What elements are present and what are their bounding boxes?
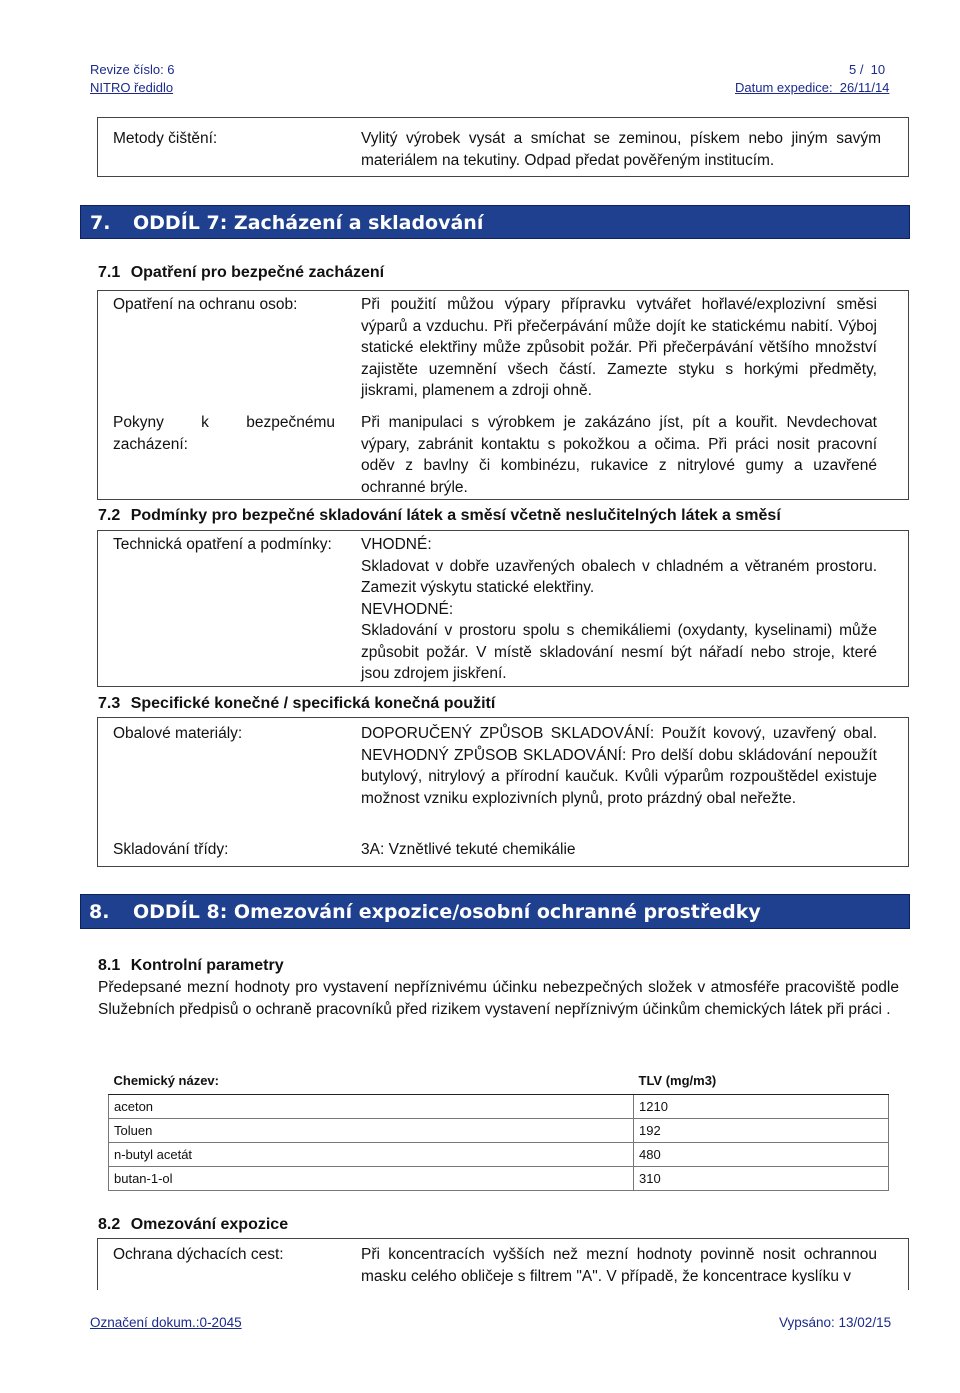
safe-handling-box [97,290,909,500]
section-8-title: ODDÍL 8: Omezování expozice/osobní ochranné prostředky [133,901,761,923]
page-number: 5 / 10 [849,62,886,77]
protection-text: Při použití můžou výpary přípravku vytvářet hořlavé/explozivní směsi výparů a vzduchu. Při přečerpávání může dojít ke statickému nabití. Výboj statické elektřiny může způsobit požár. Při přečerpávání většího množství zajistěte uzemnění všech částí. Zamezte styku s horkými předměty, jiskrami, plamenem a zdroji ohně. [361,296,877,399]
packaging-text: DOPORUČENÝ ZPŮSOB SKLADOVÁNÍ: Použít kovový, uzavřený obal. NEVHODNÝ ZPŮSOB SKLADOVÁNÍ: Pro delší dobu skládování nepoužít butylový, nitrylový a přírodní kaučuk. Kvůli výparům rozpouštědel existuje možnost vzniku explozivních plynů, proto prázdný obal neřežte. [361,725,877,807]
suitable-text: Skladovat v dobře uzavřených obalech v chladném a větraném prostoru. Zamezit výskytu statické elektřiny. [361,557,877,596]
packaging-label: Obalové materiály: [113,725,243,742]
tlv-value: 192 [634,1118,889,1142]
specific-use-box [97,717,909,867]
unsuitable-heading: NEVHODNÉ: [361,600,454,618]
table-header-tlv: TLV (mg/m3) [634,1068,889,1094]
storage-class-label: Skladování třídy: [113,841,229,858]
subsection-7-3-heading: 7.3 Specifické konečné / specifická konečná použití [98,695,496,712]
storage-conditions-text [361,534,877,685]
subsection-8-1-heading: 8.1 Kontrolní parametry [98,957,284,974]
table-row [109,1118,889,1142]
handling-label: Pokyny k bezpečnému zacházení: [113,414,335,453]
product-name: NITRO ředidlo [90,80,174,95]
document-id: Označení dokum.:0-2045 [90,1315,242,1330]
section-7-number: 7. [90,212,111,234]
written-date: Vypsáno: 13/02/15 [779,1315,892,1330]
tlv-value: 480 [634,1142,889,1166]
cleaning-box [97,117,909,177]
table-row [109,1094,889,1118]
unsuitable-text: Skladování v prostoru spolu s chemikáliemi (oxydanty, kyselinami) může způsobit požár. V místě skladování nesmí být nářadí nebo stroje, které jsou zdrojem jiskření. [361,622,877,682]
storage-class-text: 3A: Vznětlivé tekuté chemikálie [361,841,576,858]
subsection-7-1-heading: 7.1 Opatření pro bezpečné zacházení [98,264,385,281]
subsection-7-2-heading: 7.2 Podmínky pro bezpečné skladování látek a směsí včetně neslučitelných látek a směsí [98,507,781,524]
tlv-value: 310 [634,1166,889,1190]
section-8-number: 8. [89,901,110,923]
respiratory-text: Při koncentracích vyšších než mezní hodnoty povinně nosit ochrannou masku celého obličeje s filtrem "A". V případě, že koncentrace kyslíku v [361,1246,877,1285]
section-7-header [80,205,910,239]
section-7-title: ODDÍL 7: Zacházení a skladování [133,212,484,234]
handling-text: Při manipulaci s výrobkem je zakázáno jíst, pít a kouřit. Nevdechovat výpary, zabránit kontaktu s pokožkou a očima. Při práci nosit pracovní oděv z bavlny či kombinézu, rukavice z nitrylové gumy a uzavřené ochranné brýle. [361,414,877,496]
issue-date: Datum expedice: 26/11/14 [735,80,890,95]
suitable-heading: VHODNÉ: [361,536,432,553]
subsection-8-2-heading: 8.2 Omezování expozice [98,1216,289,1233]
chemical-name: butan-1-ol [109,1166,634,1190]
cleaning-text: Vylitý výrobek vysát a smíchat se zeminou, pískem nebo jiným savým materiálem na tekutiny. Odpad předat pověřeným institucím. [361,130,881,169]
technical-measures-label: Technická opatření a podmínky: [113,536,332,553]
respiratory-label: Ochrana dýchacích cest: [113,1246,284,1263]
chemical-name: n-butyl acetát [109,1142,634,1166]
table-header-chemical: Chemický název: [109,1068,634,1094]
protection-label: Opatření na ochranu osob: [113,296,298,313]
control-parameters-text: Předepsané mezní hodnoty pro vystavení nepříznivému účinku nebezpečných složek v atmosféře pracoviště podle Služebních předpisů o ochraně pracovníků před rizikem vystavení nepříznivým účinkům chemických látek při práci . [98,979,899,1018]
revision-number: Revize číslo: 6 [90,62,175,77]
table-header-row [109,1068,889,1094]
chemical-name: Toluen [109,1118,634,1142]
tlv-table [108,1068,889,1191]
table-row [109,1142,889,1166]
tlv-value: 1210 [634,1094,889,1118]
cleaning-label: Metody čištění: [113,130,218,147]
chemical-name: aceton [109,1094,634,1118]
section-8-header [80,894,910,929]
table-row [109,1166,889,1190]
storage-conditions-box [97,530,909,687]
exposure-controls-box [97,1238,909,1290]
